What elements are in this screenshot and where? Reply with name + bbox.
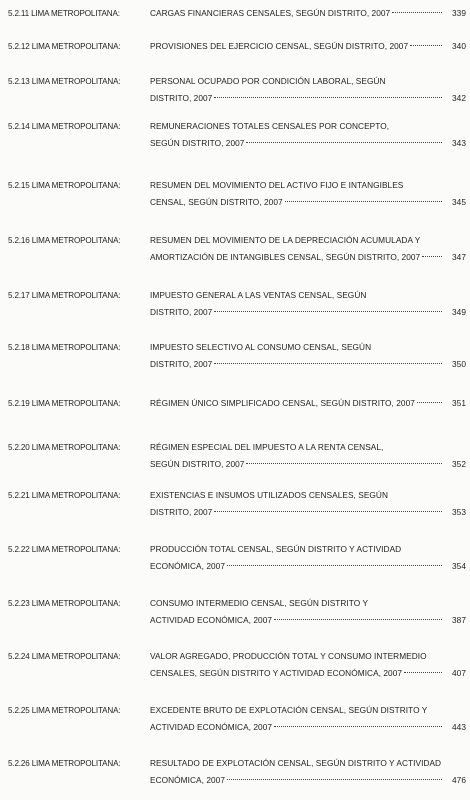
toc-entry-code: 5.2.17 LIMA METROPOLITANA:: [8, 291, 121, 300]
toc-entry-title-text: RESULTADO DE EXPLOTACIÓN CENSAL, SEGÚN DISTRITO Y ACTIVIDAD: [150, 758, 442, 768]
toc-entry-title-line: [150, 648, 466, 665]
toc-entry-title-text: CONSUMO INTERMEDIO CENSAL, SEGÚN DISTRITO Y: [150, 598, 369, 608]
toc-entry-title: [150, 5, 466, 22]
toc-entry-title-text: VALOR AGREGADO, PRODUCCIÓN TOTAL Y CONSUMO INTERMEDIO: [150, 651, 427, 661]
toc-entry-title-text: DISTRITO, 2007: [150, 507, 213, 517]
toc-entry-title-line: [150, 194, 466, 211]
toc-entry-title: [150, 595, 466, 629]
toc-entry-title-line: [150, 595, 466, 612]
toc-entry-title-line: [150, 665, 466, 682]
toc-entry-title-text: PRODUCCIÓN TOTAL CENSAL, SEGÚN DISTRITO Y ACTIVIDAD: [150, 544, 402, 554]
toc-entry-title-line: [150, 249, 466, 266]
toc-entry-title: [150, 395, 466, 412]
toc-entry-title-line: [150, 356, 466, 373]
toc-entry-title: [150, 232, 466, 266]
toc-entry-code: 5.2.23 LIMA METROPOLITANA:: [8, 599, 121, 608]
toc-entry-code: 5.2.19 LIMA METROPOLITANA:: [8, 399, 121, 408]
toc-entry-title-text: DISTRITO, 2007: [150, 359, 213, 369]
toc-entry-page-number[interactable]: 345: [452, 197, 466, 207]
toc-entry-title: [150, 118, 466, 152]
toc-entry-code: 5.2.21 LIMA METROPOLITANA:: [8, 491, 121, 500]
toc-entry-title: [150, 755, 466, 789]
toc-entry-page-number[interactable]: 343: [452, 138, 466, 148]
toc-entry-title-text: ACTIVIDAD ECONÓMICA, 2007: [150, 615, 273, 625]
toc-entry-title-line: [150, 232, 466, 249]
toc-entry-title-text: RÉGIMEN ÚNICO SIMPLIFICADO CENSAL, SEGÚN DISTRITO, 2007: [150, 398, 415, 408]
toc-entry-title-line: [150, 304, 466, 321]
toc-entry-title-text: EXCEDENTE BRUTO DE EXPLOTACIÓN CENSAL, SEGÚN DISTRITO Y: [150, 705, 428, 715]
toc-entry-title-line: [150, 38, 466, 55]
toc-entry-title-line: [150, 90, 466, 107]
toc-entry-code: 5.2.20 LIMA METROPOLITANA:: [8, 443, 121, 452]
toc-entry-title-text: CENSAL, SEGÚN DISTRITO, 2007: [150, 197, 283, 207]
toc-entry-title-text: SEGÚN DISTRITO, 2007: [150, 459, 245, 469]
dot-leader: [214, 363, 442, 364]
dot-leader: [214, 97, 442, 98]
toc-entry-title-line: [150, 719, 466, 736]
toc-entry-title-text: PERSONAL OCUPADO POR CONDICIÓN LABORAL, SEGÚN: [150, 76, 386, 86]
toc-entry-code: 5.2.18 LIMA METROPOLITANA:: [8, 343, 121, 352]
toc-entry-page-number[interactable]: 353: [452, 507, 466, 517]
toc-entry-title-line: [150, 395, 466, 412]
toc-entry-title-line: [150, 558, 466, 575]
dot-leader: [246, 142, 442, 143]
toc-entry-title: [150, 648, 466, 682]
toc-entry-title-line: [150, 118, 466, 135]
toc-entry-code: 5.2.12 LIMA METROPOLITANA:: [8, 42, 121, 51]
toc-entry-page-number[interactable]: 352: [452, 459, 466, 469]
toc-entry-code: 5.2.25 LIMA METROPOLITANA:: [8, 706, 121, 715]
toc-entry-title: [150, 287, 466, 321]
toc-entry-title-text: CENSALES, SEGÚN DISTRITO Y ACTIVIDAD ECONÓMICA, 2007: [150, 668, 403, 678]
toc-entry-title-text: IMPUESTO GENERAL A LAS VENTAS CENSAL, SEGÚN: [150, 290, 367, 300]
toc-entry-title-text: EXISTENCIAS E INSUMOS UTILIZADOS CENSALES, SEGÚN: [150, 490, 388, 500]
toc-entry-title-line: [150, 541, 466, 558]
toc-entry-title-line: [150, 135, 466, 152]
toc-entry-title: [150, 177, 466, 211]
toc-entry-title-line: [150, 772, 466, 789]
toc-entry-page-number[interactable]: 349: [452, 307, 466, 317]
toc-entry-page-number[interactable]: 340: [452, 41, 466, 51]
dot-leader: [227, 565, 442, 566]
toc-entry-page-number[interactable]: 354: [452, 561, 466, 571]
toc-entry-page-number[interactable]: 407: [452, 668, 466, 678]
dot-leader: [422, 256, 442, 257]
toc-entry-title-line: [150, 456, 466, 473]
toc-entry-page-number[interactable]: 347: [452, 252, 466, 262]
dot-leader: [404, 672, 442, 673]
toc-entry-title-line: [150, 5, 466, 22]
toc-entry-title-line: [150, 287, 466, 304]
toc-entry-title: [150, 38, 466, 55]
toc-entry-title: [150, 439, 466, 473]
toc-entry-title-text: DISTRITO, 2007: [150, 307, 213, 317]
toc-entry-page-number[interactable]: 342: [452, 93, 466, 103]
toc-entry-code: 5.2.26 LIMA METROPOLITANA:: [8, 759, 121, 768]
toc-entry-code: 5.2.24 LIMA METROPOLITANA:: [8, 652, 121, 661]
toc-entry-title-line: [150, 504, 466, 521]
toc-entry-title-line: [150, 755, 466, 772]
toc-entry-title: [150, 73, 466, 107]
toc-entry-title-text: CARGAS FINANCIERAS CENSALES, SEGÚN DISTRITO, 2007: [150, 8, 391, 18]
toc-entry-title-text: RÉGIMEN ESPECIAL DEL IMPUESTO A LA RENTA CENSAL,: [150, 442, 384, 452]
toc-entry-title-text: ECONÓMICA, 2007: [150, 775, 225, 785]
toc-entry-page-number[interactable]: 350: [452, 359, 466, 369]
toc-entry-code: 5.2.14 LIMA METROPOLITANA:: [8, 122, 121, 131]
dot-leader: [274, 619, 442, 620]
dot-leader: [227, 779, 442, 780]
toc-entry-title: [150, 487, 466, 521]
toc-entry-title-text: SEGÚN DISTRITO, 2007: [150, 138, 245, 148]
toc-entry-title-text: RESUMEN DEL MOVIMIENTO DEL ACTIVO FIJO E INTANGIBLES: [150, 180, 404, 190]
toc-entry-title-text: PROVISIONES DEL EJERCICIO CENSAL, SEGÚN DISTRITO, 2007: [150, 41, 409, 51]
toc-entry-code: 5.2.11 LIMA METROPOLITANA:: [8, 9, 120, 18]
toc-entry-code: 5.2.13 LIMA METROPOLITANA:: [8, 77, 121, 86]
dot-leader: [392, 12, 442, 13]
toc-entry-title-line: [150, 702, 466, 719]
dot-leader: [214, 511, 442, 512]
toc-entry-page-number[interactable]: 476: [452, 775, 466, 785]
toc-entry-title-text: ECONÓMICA, 2007: [150, 561, 225, 571]
toc-entry-title-line: [150, 612, 466, 629]
toc-entry-page-number[interactable]: 339: [452, 8, 466, 18]
dot-leader: [274, 726, 442, 727]
toc-entry-title-line: [150, 73, 466, 90]
toc-entry-code: 5.2.15 LIMA METROPOLITANA:: [8, 181, 121, 190]
toc-entry-title: [150, 339, 466, 373]
dot-leader: [214, 311, 442, 312]
toc-entry-title: [150, 702, 466, 736]
toc-entry-code: 5.2.16 LIMA METROPOLITANA:: [8, 236, 121, 245]
toc-entry-title-line: [150, 487, 466, 504]
toc-entry-title-line: [150, 439, 466, 456]
toc-entry-title-text: IMPUESTO SELECTIVO AL CONSUMO CENSAL, SEGÚN: [150, 342, 372, 352]
dot-leader: [410, 45, 442, 46]
toc-entry-title-text: DISTRITO, 2007: [150, 93, 213, 103]
toc-entry-title-text: ACTIVIDAD ECONÓMICA, 2007: [150, 722, 273, 732]
dot-leader: [285, 201, 442, 202]
toc-entry-title-line: [150, 177, 466, 194]
dot-leader: [246, 463, 442, 464]
toc-entry-page-number[interactable]: 443: [452, 722, 466, 732]
toc-entry-page-number[interactable]: 387: [452, 615, 466, 625]
toc-entry-title: [150, 541, 466, 575]
toc-entry-title-line: [150, 339, 466, 356]
dot-leader: [417, 402, 442, 403]
toc-entry-title-text: AMORTIZACIÓN DE INTANGIBLES CENSAL, SEGÚN DISTRITO, 2007: [150, 252, 421, 262]
toc-entry-title-text: REMUNERACIONES TOTALES CENSALES POR CONCEPTO,: [150, 121, 390, 131]
toc-entry-page-number[interactable]: 351: [452, 398, 466, 408]
toc-entry-code: 5.2.22 LIMA METROPOLITANA:: [8, 545, 121, 554]
toc-entry-title-text: RESUMEN DEL MOVIMIENTO DE LA DEPRECIACIÓN ACUMULADA Y: [150, 235, 421, 245]
